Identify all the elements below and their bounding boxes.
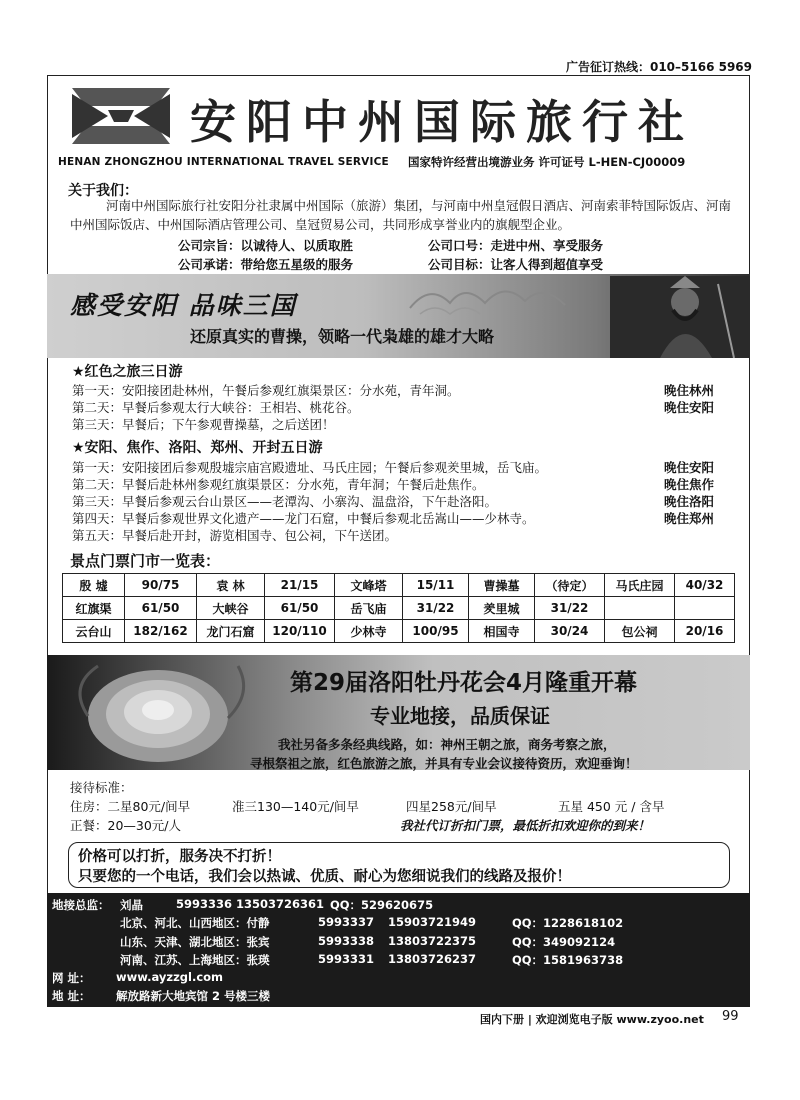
discount-promo: 我社代订折扣门票，最低折扣欢迎你的到来！	[400, 818, 651, 833]
table-cell: 120/110	[265, 620, 335, 643]
lodging-5star: 五星 450 元 / 含早	[558, 799, 665, 814]
region-tel: 5993331	[318, 952, 375, 966]
table-cell: 云台山	[63, 620, 125, 643]
table-row	[63, 574, 735, 597]
table-cell: 殷 墟	[63, 574, 125, 597]
table-row	[63, 620, 735, 643]
tour-red-day: 第三天：早餐后；下午参观曹操墓，之后送团！	[72, 417, 335, 432]
table-cell: 100/95	[403, 620, 469, 643]
agency-logo	[68, 84, 174, 148]
lodging-quasi3: 准三130—140元/间早	[232, 799, 359, 814]
table-cell: 龙门石窟	[197, 620, 265, 643]
region-tel: 5993337	[318, 915, 375, 929]
banner-title: 感受安阳 品味三国	[70, 291, 297, 320]
lodging-4star: 四星258元/间早	[406, 799, 497, 814]
table-cell: 182/162	[125, 620, 197, 643]
tour-five-stay: 晚住洛阳	[664, 494, 715, 509]
region-tel: 5993338	[318, 934, 375, 948]
tour-five-stay: 晚住郑州	[664, 511, 715, 526]
region-mobile: 13803726237	[388, 952, 477, 966]
motto-slogan: 公司口号：走进中州、享受服务	[428, 238, 604, 253]
page-number: 99	[722, 1009, 739, 1024]
tour-red-stay: 晚住安阳	[664, 400, 715, 415]
table-cell	[605, 597, 675, 620]
table-cell: 相国寺	[469, 620, 535, 643]
table-cell: 31/22	[535, 597, 605, 620]
standards-title: 接待标准：	[70, 780, 133, 795]
table-cell: 40/32	[675, 574, 735, 597]
table-cell: （待定）	[535, 574, 605, 597]
warrior-figure-icon	[610, 276, 750, 358]
table-cell: 包公祠	[605, 620, 675, 643]
meal-standard: 正餐：20—30元/人	[70, 818, 182, 833]
motto-tenet: 公司宗旨：以诚待人、以质取胜	[178, 238, 354, 253]
address-text: 解放路新大地宾馆 2 号楼三楼	[116, 989, 271, 1003]
table-cell: 红旗渠	[63, 597, 125, 620]
tour-red-stay: 晚住林州	[664, 383, 715, 398]
table-cell: 15/11	[403, 574, 469, 597]
website-label: 网 址：	[52, 971, 91, 985]
about-title: 关于我们：	[68, 183, 138, 199]
table-cell: 曹操墓	[469, 574, 535, 597]
motto-promise: 公司承诺：带给您五星级的服务	[178, 257, 354, 272]
about-text: 河南中州国际旅行社安阳分社隶属中州国际（旅游）集团，与河南中州皇冠假日酒店、河南索菲特国际饭店、河南中州国际饭店、中州国际酒店管理公司、皇冠贸易公司，共同形成享誉业内的旗舰型企业。	[70, 198, 732, 232]
region-mobile: 13803722375	[388, 934, 477, 948]
tour-five-stay: 晚住焦作	[664, 477, 715, 492]
table-row	[63, 597, 735, 620]
peony-festival-line: 我社另备多条经典线路，如：神州王朝之旅，商务考察之旅，	[278, 737, 616, 752]
agency-name: 安阳中州国际旅行社	[190, 95, 694, 149]
english-name: HENAN ZHONGZHOU INTERNATIONAL TRAVEL SERVICE	[58, 156, 389, 168]
director-name: 刘晶	[120, 898, 143, 912]
table-cell: 马氏庄园	[605, 574, 675, 597]
lodging-2star: 住房：二星80元/间早	[70, 799, 191, 814]
peony-festival-subtitle: 专业地接，品质保证	[370, 704, 550, 728]
tour-five-day: 第一天：安阳接团后参观殷墟宗庙宫殿遗址、马氏庄园；午餐后参观羑里城，岳飞庙。	[72, 460, 548, 475]
callout-line: 只要您的一个电话，我们会以热诚、优质、耐心为您细说我们的线路及报价！	[78, 869, 571, 885]
ticket-price-table	[62, 573, 735, 643]
table-cell: 文峰塔	[335, 574, 403, 597]
table-cell: 袁 林	[197, 574, 265, 597]
tour-red-day: 第一天：安阳接团赴林州，午餐后参观红旗渠景区：分水苑，青年洞。	[72, 383, 460, 398]
table-cell: 61/50	[265, 597, 335, 620]
director-tel: 5993336	[176, 897, 233, 911]
cloud-ornament-icon	[400, 278, 600, 318]
tour-five-day: 第五天：早餐后赴开封，游览相国寺、包公祠，下午送团。	[72, 528, 398, 543]
region-qq: QQ：1228618102	[512, 916, 624, 930]
table-cell	[675, 597, 735, 620]
tour-five-day: 第四天：早餐后参观世界文化遗产——龙门石窟，中餐后参观北岳嵩山——少林寺。	[72, 511, 535, 526]
table-cell: 31/22	[403, 597, 469, 620]
ad-hotline: 广告征订热线：010–5166 5969	[565, 60, 752, 74]
license-number: 国家特许经营出境游业务 许可证号 L-HEN-CJ00009	[408, 155, 686, 169]
peony-festival-title: 第29届洛阳牡丹花会4月隆重开幕	[290, 670, 638, 696]
region-qq: QQ：1581963738	[512, 953, 624, 967]
banner-subtitle: 还原真实的曹操，领略一代枭雄的雄才大略	[190, 327, 495, 346]
tour-red-day: 第二天：早餐后参观太行大峡谷：王相岩、桃花谷。	[72, 400, 360, 415]
website-link[interactable]: www.ayzzgl.com	[116, 970, 224, 984]
director-mobile: 13503726361	[236, 897, 325, 911]
tickets-title: 景点门票门市一览表：	[70, 552, 221, 570]
table-cell: 岳飞庙	[335, 597, 403, 620]
table-cell: 30/24	[535, 620, 605, 643]
table-cell: 羑里城	[469, 597, 535, 620]
table-cell: 21/15	[265, 574, 335, 597]
region-contact: 河南、江苏、上海地区：张瑛	[120, 953, 270, 967]
table-cell: 大峡谷	[197, 597, 265, 620]
tour-five-title: ★安阳、焦作、洛阳、郑州、开封五日游	[72, 440, 323, 456]
tour-five-day: 第二天：早餐后赴林州参观红旗渠景区：分水苑，青年洞；午餐后赴焦作。	[72, 477, 485, 492]
tour-five-day: 第三天：早餐后参观云台山景区——老潭沟、小寨沟、温盘浴，下午赴洛阳。	[72, 494, 498, 509]
callout-line: 价格可以打折，服务决不打折！	[78, 849, 281, 865]
tour-five-stay: 晚住安阳	[664, 460, 715, 475]
director-label: 地接总监：	[52, 898, 110, 912]
table-cell: 少林寺	[335, 620, 403, 643]
region-qq: QQ：349092124	[512, 935, 616, 949]
peony-flower-icon	[48, 656, 268, 776]
region-mobile: 15903721949	[388, 915, 477, 929]
table-cell: 61/50	[125, 597, 197, 620]
region-contact: 北京、河北、山西地区：付静	[120, 916, 270, 930]
address-label: 地 址：	[52, 989, 91, 1003]
peony-festival-line: 寻根祭祖之旅，红色旅游之旅，并具有专业会议接待资历，欢迎垂询！	[250, 756, 638, 771]
table-cell: 20/16	[675, 620, 735, 643]
director-qq: QQ：529620675	[330, 898, 434, 912]
tour-red-title: ★红色之旅三日游	[72, 364, 183, 380]
region-contact: 山东、天津、湖北地区：张宾	[120, 935, 270, 949]
table-cell: 90/75	[125, 574, 197, 597]
footer-note: 国内下册 | 欢迎浏览电子版 www.zyoo.net	[480, 1013, 704, 1026]
motto-goal: 公司目标：让客人得到超值享受	[428, 257, 604, 272]
